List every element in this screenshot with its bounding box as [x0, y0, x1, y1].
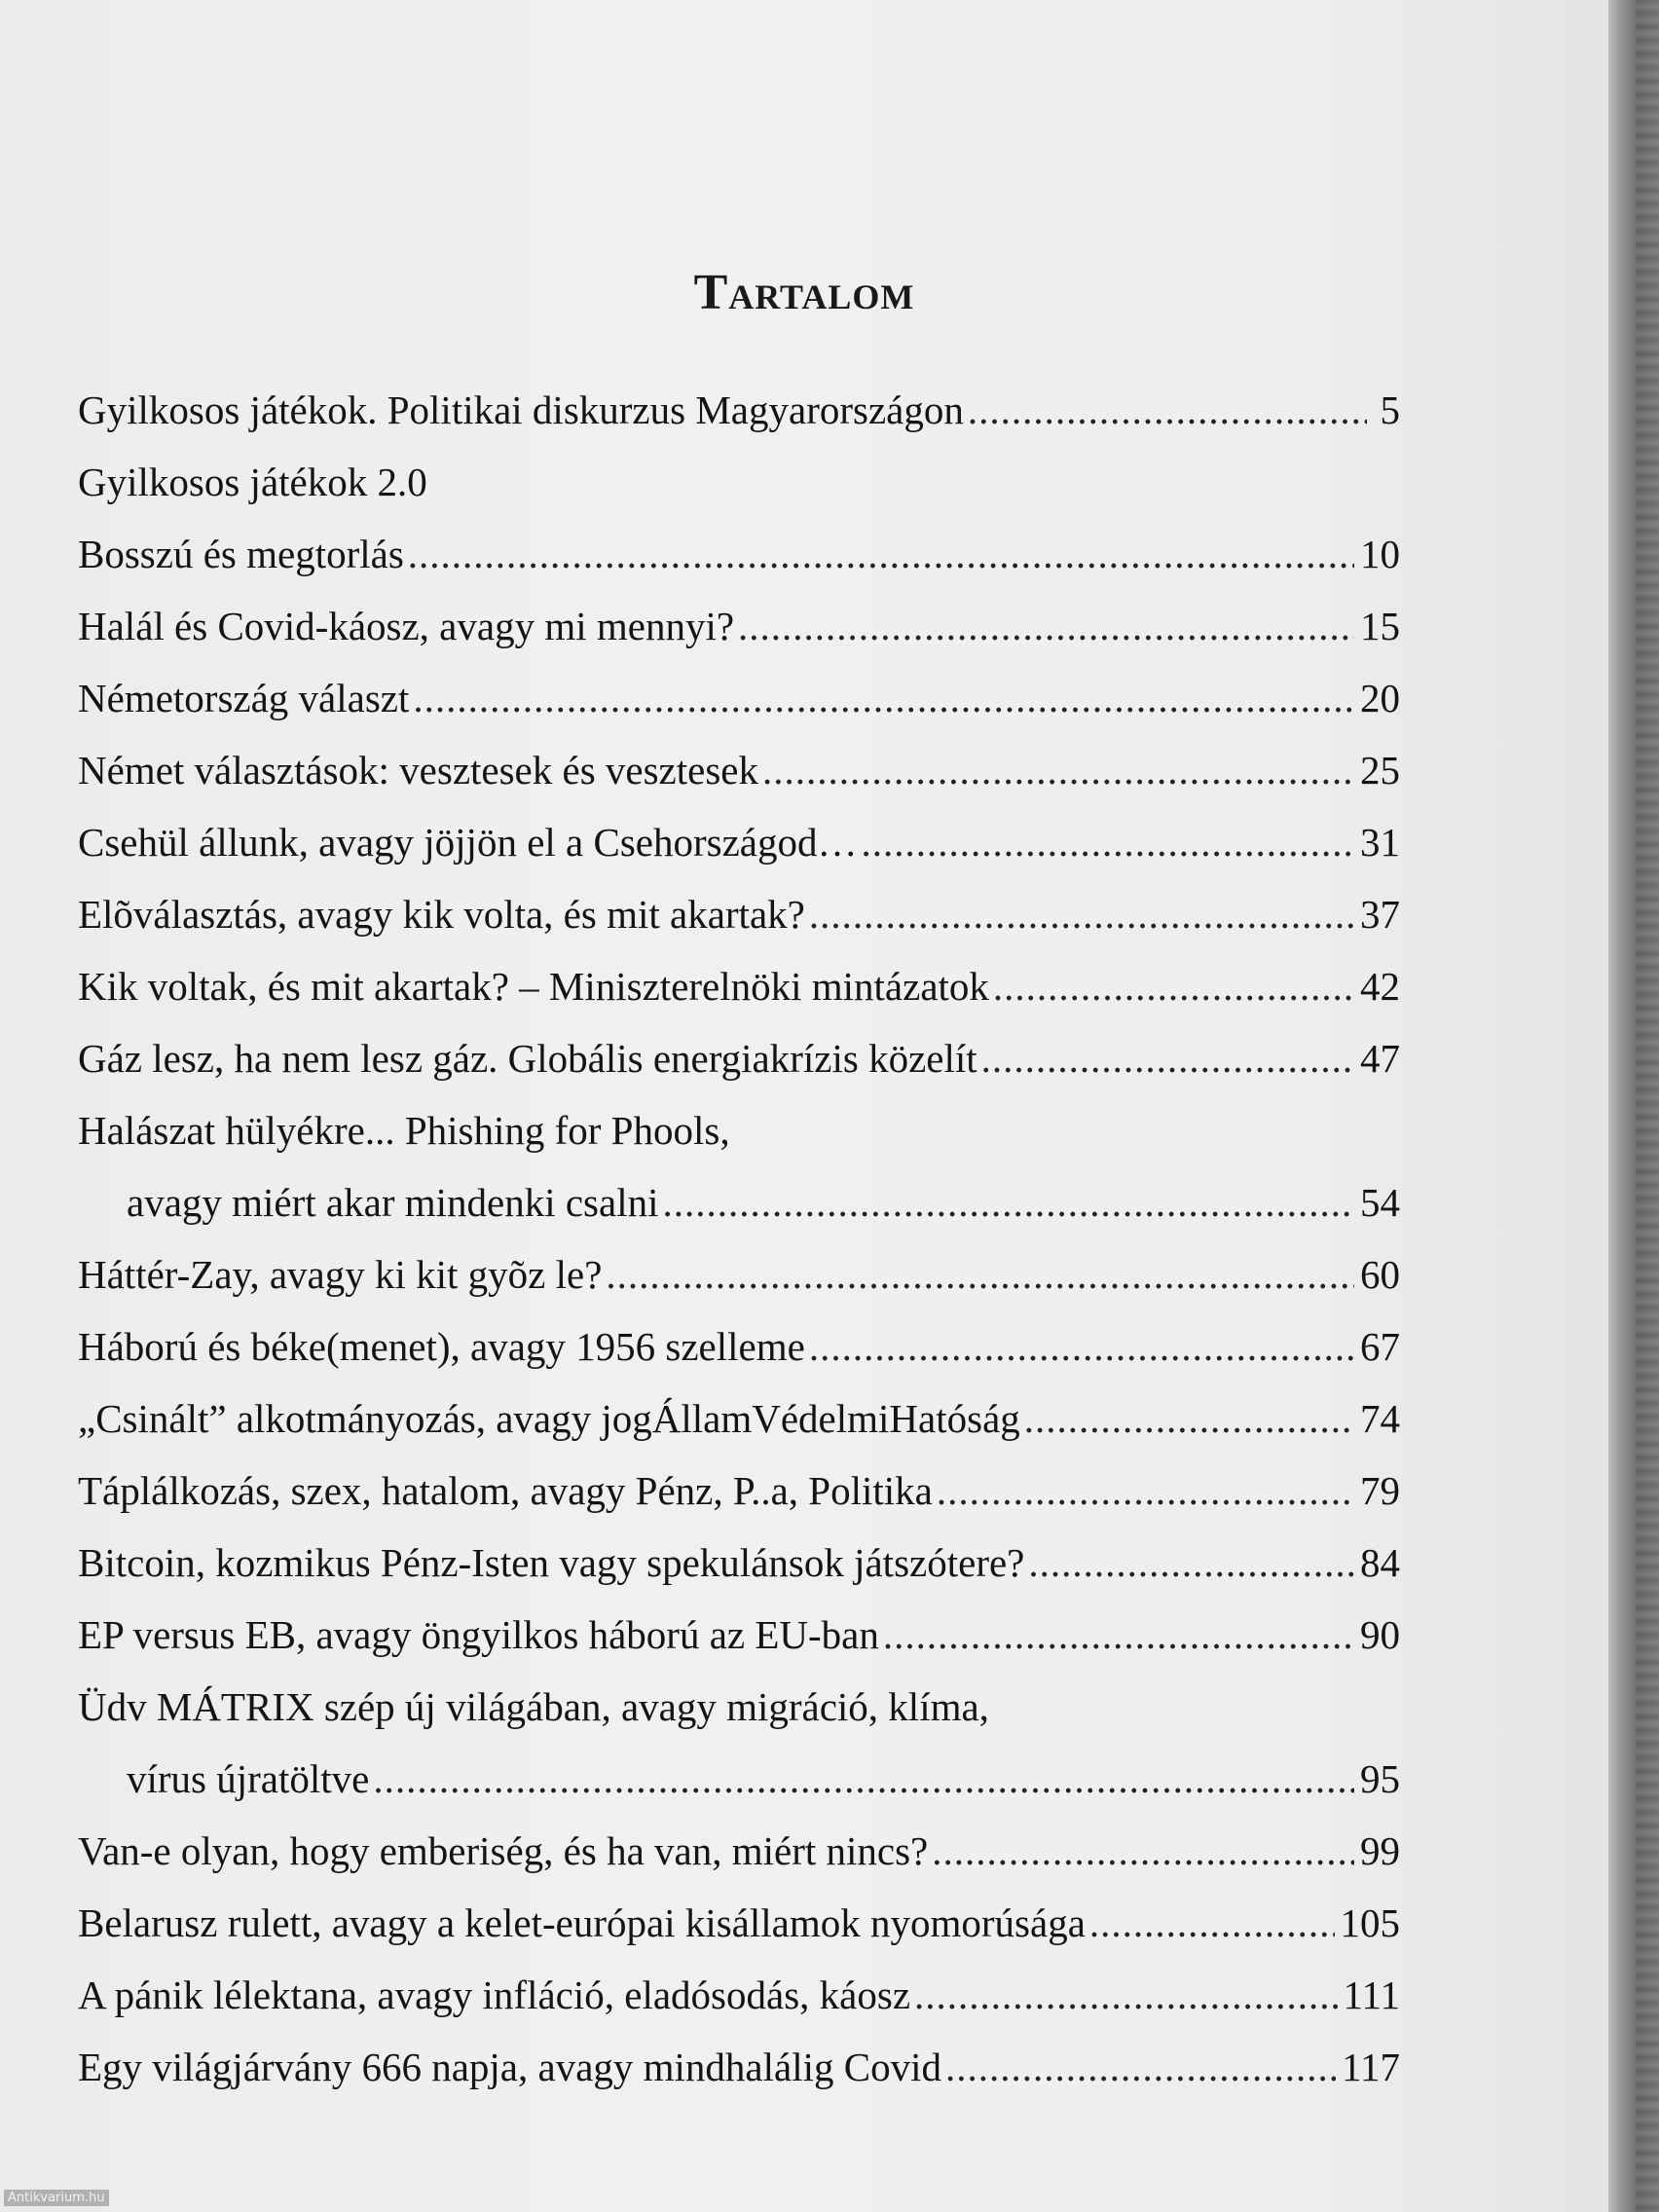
dot-leader [932, 1815, 1354, 1887]
toc-entry-title: Halál és Covid-káosz, avagy mi mennyi? [78, 604, 735, 648]
toc-entry-page: 10 [1360, 532, 1400, 576]
toc-entry-title: Egy világjárvány 666 napja, avagy mindhalálig Covid [78, 2045, 941, 2089]
toc-entry-title: Gáz lesz, ha nem lesz gáz. Globális energiakrízis közelít [78, 1036, 977, 1081]
toc-entry[interactable] [78, 374, 1400, 446]
toc-entry[interactable] [78, 1671, 1400, 1815]
toc-entry-page: 99 [1360, 1828, 1400, 1873]
dot-leader [883, 1599, 1354, 1671]
dot-leader [968, 374, 1367, 446]
dot-leader [606, 1238, 1354, 1310]
toc-entry[interactable] [78, 1094, 1400, 1238]
toc-entry-title: Német választások: vesztesek és vesztesek [78, 748, 759, 793]
toc-entry-title: Belarusz rulett, avagy a kelet-európai kisállamok nyomorúsága [78, 1900, 1086, 1945]
toc-entry-title: Bosszú és megtorlás [78, 532, 404, 576]
toc-entry-title: Van-e olyan, hogy emberiség, és ha van, miért nincs? [78, 1828, 929, 1873]
toc-entry-title: Háború és béke(menet), avagy 1956 szelleme [78, 1324, 805, 1369]
toc-entry[interactable] [78, 1959, 1400, 2031]
dot-leader [1024, 1382, 1354, 1455]
toc-entry[interactable] [78, 950, 1400, 1022]
toc-entry-title: A pánik lélektana, avagy infláció, eladósodás, káosz [78, 1972, 911, 2017]
toc-entry-title: Kik voltak, és mit akartak? – Miniszterelnöki mintázatok [78, 964, 989, 1009]
toc-entry-title: Halászat hülyékre... Phishing for Phools, [78, 1108, 730, 1153]
toc-entry-title: Bitcoin, kozmikus Pénz-Isten vagy spekulánsok játszótere? [78, 1540, 1025, 1585]
toc-entry-page: 25 [1360, 748, 1400, 793]
dot-leader [408, 518, 1354, 590]
toc-entry[interactable] [78, 806, 1400, 878]
toc-entry-page: 111 [1343, 1972, 1400, 2017]
page-title: Tartalom [693, 264, 915, 320]
toc-entry-page: 95 [1360, 1756, 1400, 1801]
toc-entry-page: 74 [1360, 1396, 1400, 1441]
dot-leader [1089, 1887, 1335, 1959]
toc-entry-page: 90 [1360, 1612, 1400, 1657]
toc-entry[interactable] [78, 1022, 1400, 1094]
dot-leader [809, 1310, 1354, 1382]
toc-entry-title: Üdv MÁTRIX szép új világában, avagy migráció, klíma, [78, 1684, 989, 1729]
toc-section-title: Gyilkosos játékok 2.0 [78, 460, 427, 504]
dot-leader [993, 950, 1354, 1022]
dot-leader [738, 590, 1354, 662]
toc-entry[interactable] [78, 878, 1400, 950]
watermark: Antikvarium.hu [4, 2190, 109, 2206]
toc-entry-page: 105 [1340, 1900, 1400, 1945]
toc-entry-title-continued: avagy miért akar mindenki csalni [127, 1180, 659, 1225]
table-of-contents [78, 374, 1400, 2103]
book-binding-strip [1636, 0, 1659, 2212]
toc-entry-page: 67 [1360, 1324, 1400, 1369]
toc-entry-page: 47 [1360, 1036, 1400, 1081]
dot-leader [945, 2031, 1336, 2103]
toc-entry[interactable] [78, 662, 1400, 734]
toc-entry-page: 42 [1360, 964, 1400, 1009]
dot-leader [809, 878, 1354, 950]
toc-entry-title: EP versus EB, avagy öngyilkos háború az EU-ban [78, 1612, 879, 1657]
toc-entry-page: 37 [1360, 892, 1400, 937]
toc-entry-title: Csehül állunk, avagy jöjjön el a Csehországod… [78, 820, 858, 865]
toc-entry[interactable] [78, 1455, 1400, 1527]
toc-entry[interactable] [78, 1599, 1400, 1671]
toc-entry-title: „Csinált” alkotmányozás, avagy jogÁllamVédelmiHatóság [78, 1396, 1020, 1441]
toc-entry-page: 5 [1380, 387, 1400, 432]
toc-entry-page: 54 [1360, 1180, 1400, 1225]
toc-entry[interactable] [78, 590, 1400, 662]
toc-entry-title: Elõválasztás, avagy kik volta, és mit akartak? [78, 892, 805, 937]
toc-entry-title: Gyilkosos játékok. Politikai diskurzus Magyarországon [78, 387, 964, 432]
toc-section-heading [78, 446, 1400, 518]
dot-leader [373, 1743, 1354, 1815]
toc-entry-title-continued: vírus újratöltve [127, 1756, 370, 1801]
toc-entry[interactable] [78, 734, 1400, 806]
show-through-text [350, 105, 360, 148]
toc-entry-title: Háttér-Zay, avagy ki kit gyõz le? [78, 1252, 603, 1297]
dot-leader [937, 1455, 1354, 1527]
toc-entry-page: 84 [1360, 1540, 1400, 1585]
toc-entry-page: 60 [1360, 1252, 1400, 1297]
toc-entry[interactable] [78, 1527, 1400, 1599]
dot-leader [662, 1166, 1354, 1238]
dot-leader [1028, 1527, 1354, 1599]
toc-entry[interactable] [78, 1815, 1400, 1887]
toc-entry-page: 117 [1342, 2045, 1400, 2089]
dot-leader [413, 662, 1354, 734]
toc-entry[interactable] [78, 1887, 1400, 1959]
toc-entry-title: Táplálkozás, szex, hatalom, avagy Pénz, P..a, Politika [78, 1468, 933, 1513]
toc-entry[interactable] [78, 518, 1400, 590]
toc-entry-page: 31 [1360, 820, 1400, 865]
toc-entry-page: 15 [1360, 604, 1400, 648]
toc-entry[interactable] [78, 2031, 1400, 2103]
dot-leader [762, 734, 1354, 806]
toc-entry[interactable] [78, 1238, 1400, 1310]
toc-entry[interactable] [78, 1310, 1400, 1382]
dot-leader [861, 806, 1354, 878]
toc-entry-title: Németország választ [78, 676, 410, 720]
toc-entry-page: 20 [1360, 676, 1400, 720]
dot-leader [981, 1022, 1354, 1094]
toc-entry-page: 79 [1360, 1468, 1400, 1513]
dot-leader [914, 1959, 1338, 2031]
toc-entry[interactable] [78, 1382, 1400, 1455]
